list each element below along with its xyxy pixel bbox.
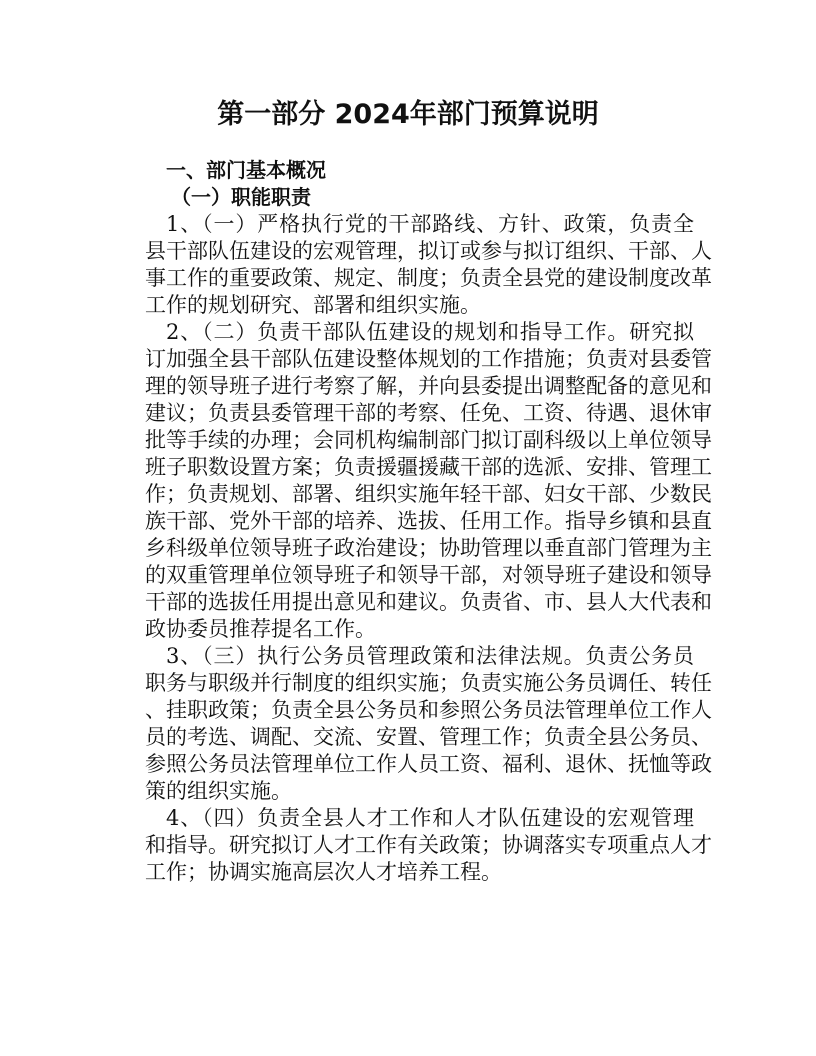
paragraph-line: 工作的规划研究、部署和组织实施。 <box>145 293 481 317</box>
paragraph <box>145 643 712 805</box>
paragraph-line: 3、（三）执行公务员管理政策和法律法规。负责公务员 <box>166 644 694 668</box>
paragraph-line: 订加强全县干部队伍建设整体规划的工作措施；负责对县委管 <box>145 347 712 371</box>
paragraph-line: 员的考选、调配、交流、安置、管理工作；负责全县公务员、 <box>145 725 712 749</box>
paragraph-line: 2、（二）负责干部队伍建设的规划和指导工作。研究拟 <box>166 320 694 344</box>
paragraph-line: 参照公务员法管理单位工作人员工资、福利、退休、抚恤等政 <box>145 752 712 776</box>
paragraph-line: 班子职数设置方案；负责援疆援藏干部的选派、安排、管理工 <box>145 455 712 479</box>
paragraph-line: 工作；协调实施高层次人才培养工程。 <box>145 860 502 884</box>
paragraph-line: 1、（一）严格执行党的干部路线、方针、政策，负责全 <box>166 212 694 236</box>
paragraph-line: 乡科级单位领导班子政治建设；协助管理以垂直部门管理为主 <box>145 536 712 560</box>
document-body <box>145 157 712 886</box>
paragraph-line: 族干部、党外干部的培养、选拔、任用工作。指导乡镇和县直 <box>145 509 712 533</box>
paragraph-line: 县干部队伍建设的宏观管理，拟订或参与拟订组织、干部、人 <box>145 239 712 263</box>
paragraph-line: 策的组织实施。 <box>145 779 292 803</box>
paragraph-line: 作；负责规划、部署、组织实施年轻干部、妇女干部、少数民 <box>145 482 712 506</box>
section-heading: 一、部门基本概况 <box>166 158 326 182</box>
paragraph-line: 4、（四）负责全县人才工作和人才队伍建设的宏观管理 <box>166 806 694 830</box>
paragraph-line: 理的领导班子进行考察了解，并向县委提出调整配备的意见和 <box>145 374 712 398</box>
paragraph <box>145 211 712 319</box>
paragraph-line: 的双重管理单位领导班子和领导干部，对领导班子建设和领导 <box>145 563 712 587</box>
paragraph-line: 干部的选拔任用提出意见和建议。负责省、市、县人大代表和 <box>145 590 712 614</box>
paragraph <box>145 319 712 643</box>
paragraph-line: 事工作的重要政策、规定、制度；负责全县党的建设制度改革 <box>145 266 712 290</box>
paragraph-line: 职务与职级并行制度的组织实施；负责实施公务员调任、转任 <box>145 671 712 695</box>
paragraph-line: 、挂职政策；负责全县公务员和参照公务员法管理单位工作人 <box>145 698 712 722</box>
paragraph-line: 批等手续的办理；会同机构编制部门拟订副科级以上单位领导 <box>145 428 712 452</box>
subsection-heading: （一）职能职责 <box>171 185 311 209</box>
paragraph-line: 和指导。研究拟订人才工作有关政策；协调落实专项重点人才 <box>145 833 712 857</box>
paragraph-line: 政协委员推荐提名工作。 <box>145 617 376 641</box>
page-title: 第一部分 2024年部门预算说明 <box>217 99 599 130</box>
paragraph <box>145 805 712 886</box>
paragraph-line: 建议；负责县委管理干部的考察、任免、工资、待遇、退休审 <box>145 401 712 425</box>
